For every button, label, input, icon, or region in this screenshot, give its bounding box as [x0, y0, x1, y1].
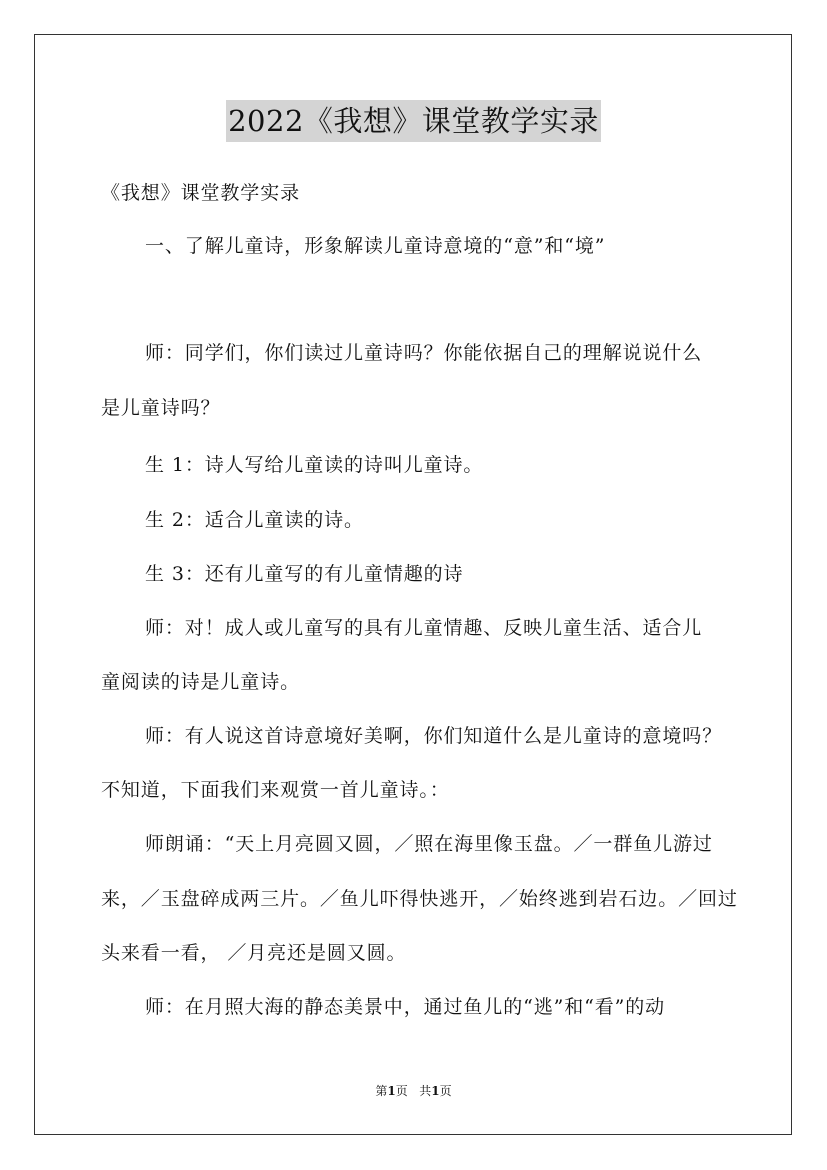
- footer-total-number: 1: [431, 1084, 440, 1098]
- paragraph-line: 师：有人说这首诗意境好美啊，你们知道什么是儿童诗的意境吗？: [145, 725, 723, 747]
- paragraph-subtitle: 《我想》课堂教学实录: [101, 182, 301, 204]
- title-container: [0, 100, 827, 142]
- document-title: 2022《我想》课堂教学实录: [226, 100, 601, 142]
- paragraph-line: 师朗诵：“天上月亮圆又圆，／照在海里像玉盘。／一群鱼儿游过: [145, 833, 713, 855]
- page-footer: [0, 1083, 827, 1099]
- paragraph-line: 童阅读的诗是儿童诗。: [101, 671, 301, 693]
- paragraph-line: 生 3：还有儿童写的有儿童情趣的诗: [145, 563, 464, 585]
- paragraph-line: 生 2：适合儿童读的诗。: [145, 509, 364, 531]
- paragraph-line: 不知道，下面我们来观赏一首儿童诗。：: [101, 779, 450, 801]
- paragraph-line: 是儿童诗吗？: [101, 397, 221, 419]
- paragraph-section-heading: 一、了解儿童诗，形象解读儿童诗意境的“意”和“境”: [145, 235, 606, 257]
- paragraph-line: 生 1：诗人写给儿童读的诗叫儿童诗。: [145, 454, 484, 476]
- footer-page-number: 1: [387, 1084, 396, 1098]
- footer-total-label: 共: [419, 1084, 432, 1098]
- footer-total-unit: 页: [439, 1084, 452, 1098]
- paragraph-line: 头来看一看， ／月亮还是圆又圆。: [101, 942, 407, 964]
- paragraph-line: 师：对！成人或儿童写的具有儿童情趣、反映儿童生活、适合儿: [145, 617, 703, 639]
- paragraph-line: 师：同学们，你们读过儿童诗吗？你能依据自己的理解说说什么: [145, 342, 703, 364]
- paragraph-line: 师：在月照大海的静态美景中，通过鱼儿的“逃”和“看”的动: [145, 996, 666, 1018]
- footer-page-label: 第: [375, 1084, 388, 1098]
- paragraph-line: 来，／玉盘碎成两三片。／鱼儿吓得快逃开，／始终逃到岩石边。／回过: [101, 888, 738, 910]
- footer-page-unit: 页: [395, 1084, 408, 1098]
